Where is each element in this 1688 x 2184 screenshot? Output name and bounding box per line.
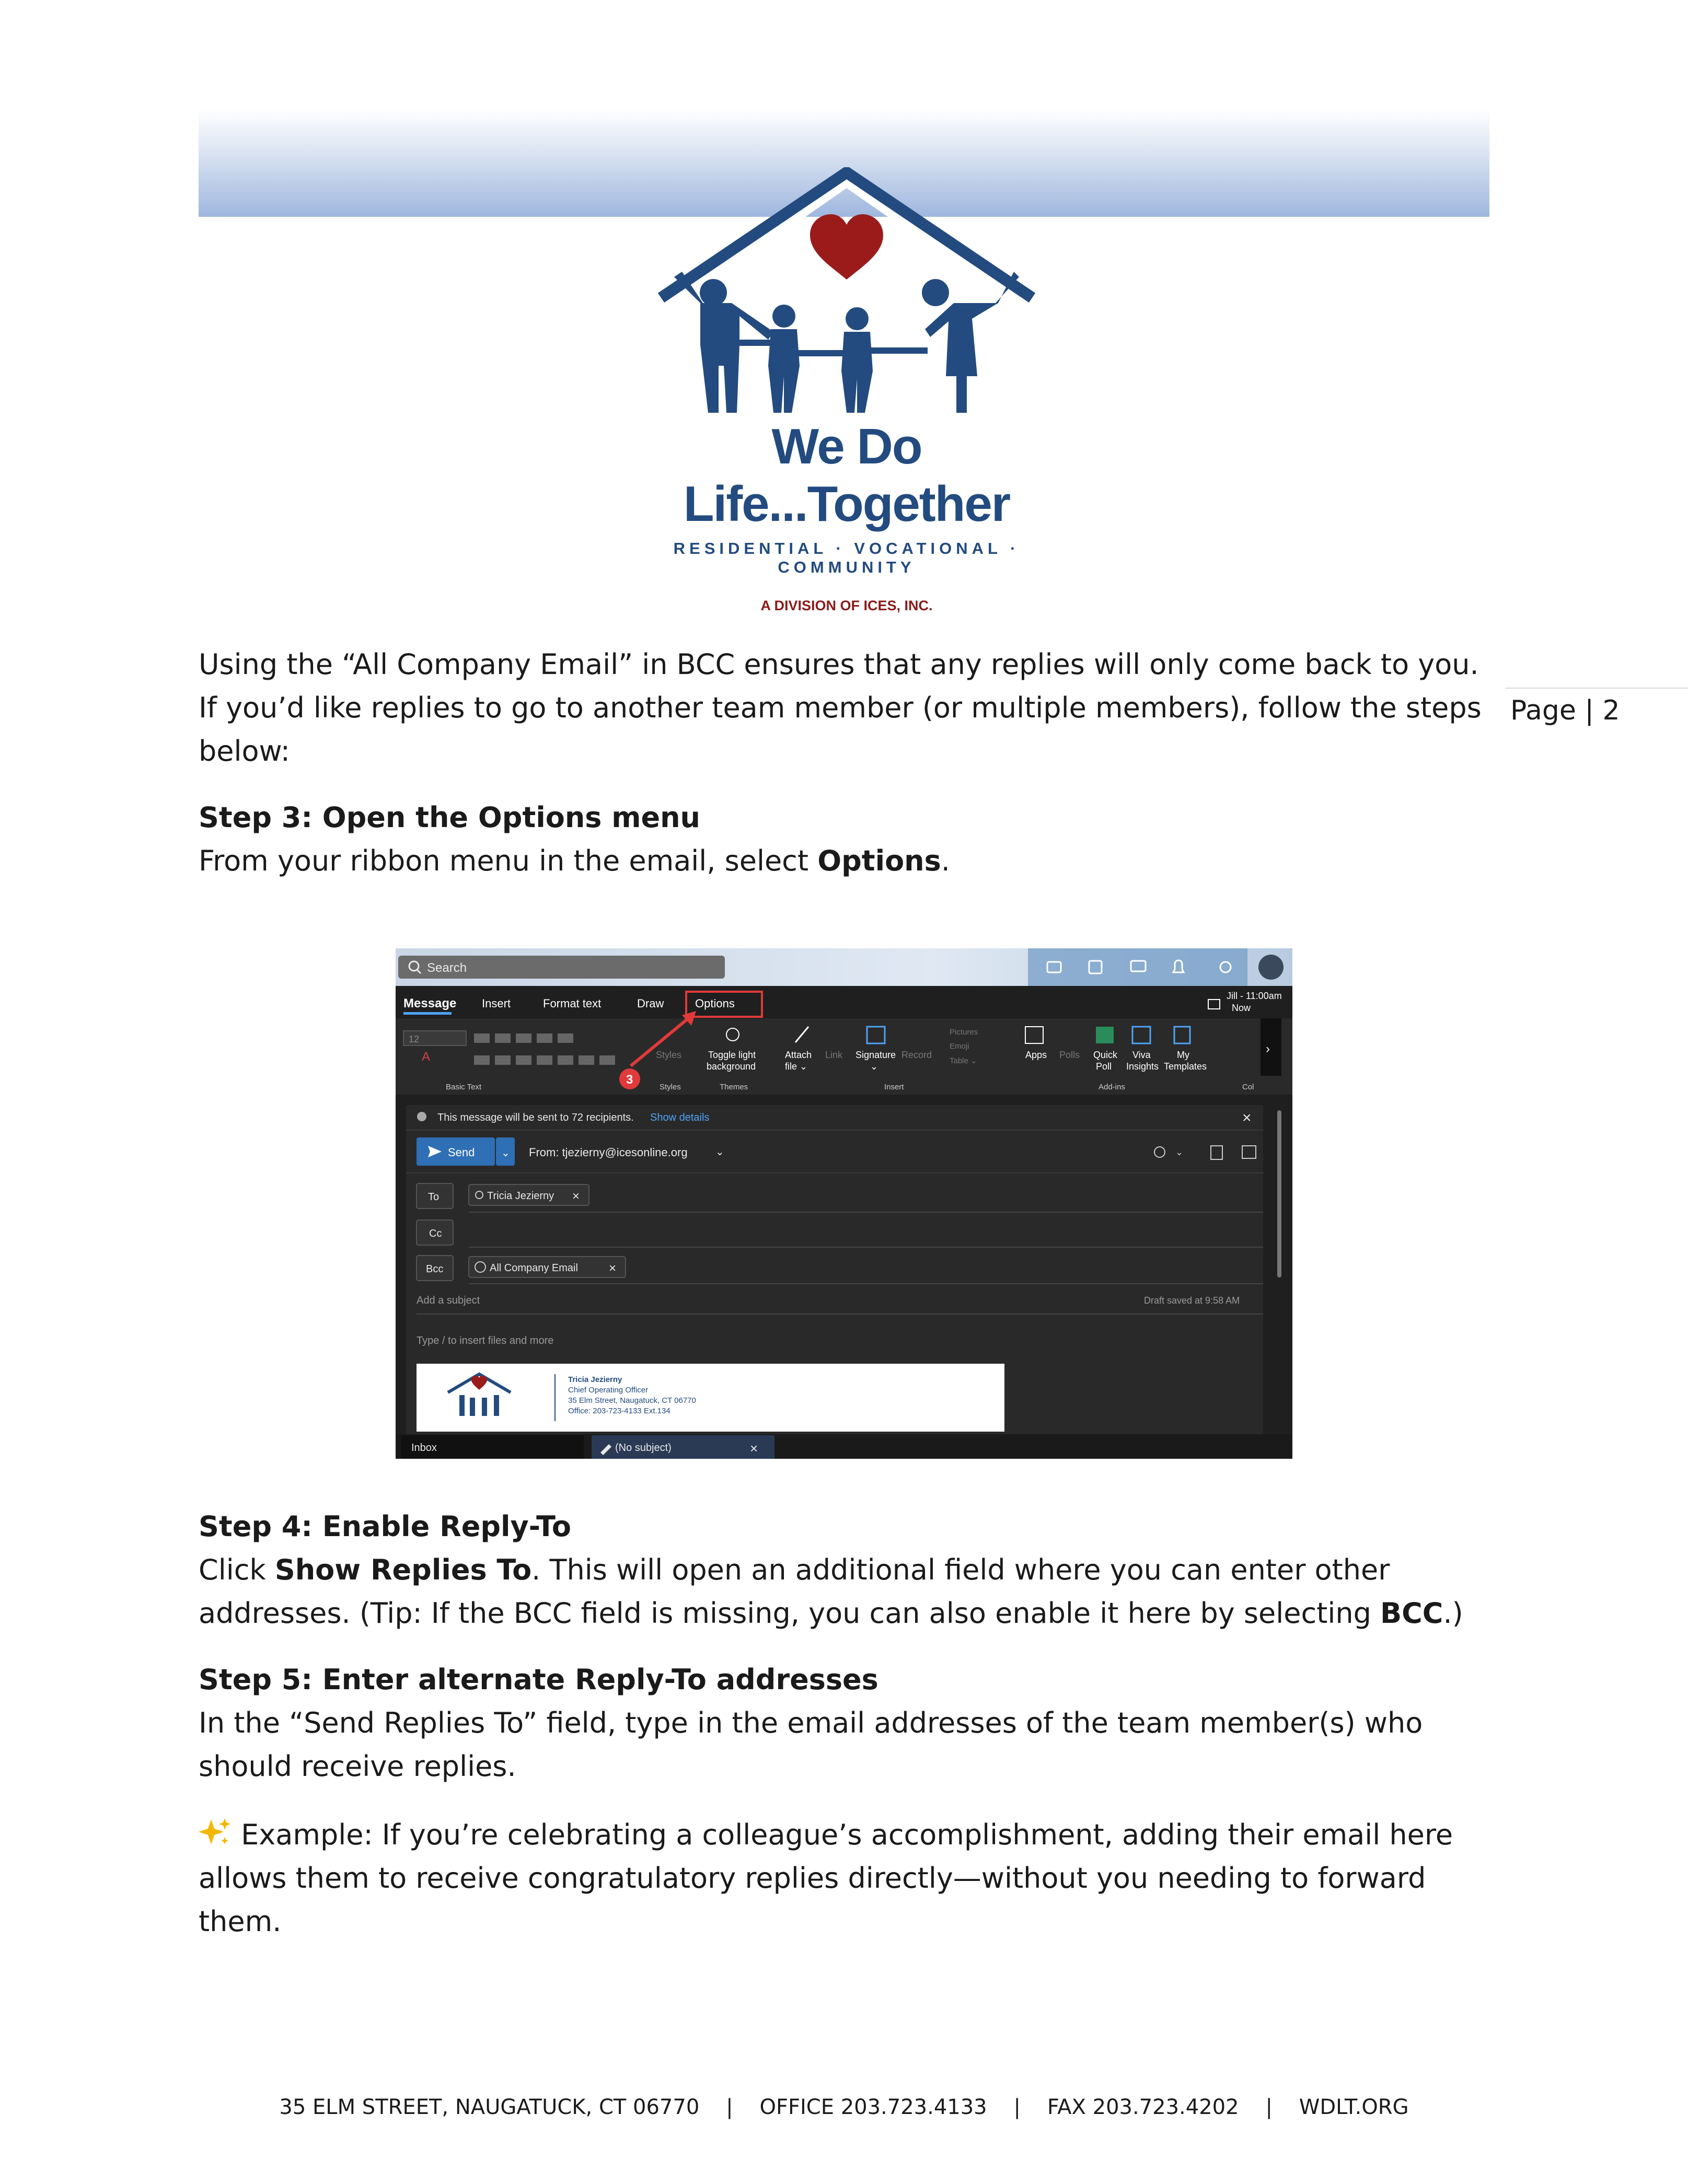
emoji-button: Emoji bbox=[950, 1042, 969, 1051]
intro-paragraph: Using the “All Company Email” in BCC ensures that any replies will only come back to you. If you’d like replies to go to another team member (or multiple members), follow the steps below: bbox=[199, 648, 1482, 768]
brand-block bbox=[611, 418, 1082, 614]
sensitivity-chevron-icon: ⌄ bbox=[1175, 1147, 1184, 1157]
signature-office: Office: 203-723-4133 Ext.134 bbox=[568, 1407, 670, 1415]
brand-name: We Do Life...Together bbox=[683, 419, 1010, 532]
send-label: Send bbox=[448, 1146, 475, 1159]
footer-office: OFFICE 203.723.4133 bbox=[759, 2095, 987, 2119]
svg-text:Insights: Insights bbox=[1126, 1061, 1159, 1072]
svg-text:Templates: Templates bbox=[1164, 1061, 1207, 1072]
svg-text:background: background bbox=[707, 1061, 756, 1072]
user-name: Jill - 11:00am bbox=[1227, 991, 1282, 1001]
group-add-ins: Add-ins bbox=[1099, 1083, 1125, 1091]
step3-section bbox=[199, 796, 1489, 882]
tab-options: Options bbox=[695, 997, 735, 1010]
group-basic-text: Basic Text bbox=[446, 1083, 482, 1091]
step3-heading: Step 3: Open the Options menu bbox=[199, 801, 701, 834]
footer-address: 35 ELM STREET, NAUGATUCK, CT 06770 bbox=[279, 2095, 700, 2119]
search-placeholder: Search bbox=[427, 961, 467, 975]
tab-format-text: Format text bbox=[543, 997, 602, 1010]
signature-button: Signature bbox=[855, 1050, 896, 1060]
body-placeholder: Type / to insert files and more bbox=[417, 1335, 554, 1346]
footer-fax: FAX 203.723.4202 bbox=[1047, 2095, 1239, 2119]
attach-file-button: Attach bbox=[785, 1050, 812, 1060]
quick-poll-button: Quick bbox=[1093, 1050, 1118, 1060]
table-button: Table ⌄ bbox=[950, 1056, 977, 1065]
signature-block bbox=[417, 1364, 1004, 1432]
pictures-button: Pictures bbox=[950, 1028, 978, 1037]
tab-draw: Draw bbox=[637, 997, 664, 1010]
step5-text: In the “Send Replies To” field, type in the email addresses of the team member(s) who should receive replies. bbox=[199, 1706, 1423, 1783]
styles-button: Styles bbox=[656, 1050, 682, 1060]
ribbon-scroll-icon: › bbox=[1266, 1042, 1270, 1056]
font-color-icon: A bbox=[422, 1050, 431, 1064]
example-paragraph: Example: If you’re celebrating a colleague’s accomplishment, adding their email here allows them to receive congratulatory replies directly—without you needing to forward them. bbox=[199, 1813, 1489, 1943]
from-chevron-icon: ⌄ bbox=[715, 1146, 724, 1158]
step3-text: From your ribbon menu in the email, select Options. bbox=[199, 844, 950, 877]
group-insert: Insert bbox=[884, 1083, 904, 1091]
from-address: From: tjezierny@icesonline.org bbox=[529, 1146, 688, 1159]
polls-button: Polls bbox=[1059, 1050, 1080, 1060]
page-number-rule bbox=[1505, 688, 1688, 689]
svg-text:Cc: Cc bbox=[429, 1228, 442, 1239]
tab-insert: Insert bbox=[482, 997, 511, 1010]
step5-heading: Step 5: Enter alternate Reply-To addresses bbox=[199, 1663, 878, 1696]
svg-text:file ⌄: file ⌄ bbox=[785, 1061, 808, 1072]
link-button: Link bbox=[825, 1050, 843, 1060]
viva-insights-button: Viva bbox=[1132, 1050, 1151, 1060]
step4-text: Click Show Replies To. This will open an additional field where you can enter other addresses. (Tip: If the BCC field is missing, you can also enable it here by selecting BCC.) bbox=[199, 1553, 1463, 1630]
signature-name: Tricia Jezierny bbox=[568, 1375, 622, 1384]
close-draft-tab-icon: × bbox=[750, 1440, 758, 1456]
draft-saved-status: Draft saved at 9:58 AM bbox=[1144, 1295, 1240, 1306]
heart-icon bbox=[810, 214, 883, 280]
send-options-chevron-icon: ⌄ bbox=[501, 1147, 510, 1159]
recipient-notice: This message will be sent to 72 recipients. bbox=[437, 1112, 634, 1123]
apps-button: Apps bbox=[1025, 1050, 1047, 1060]
svg-text:3: 3 bbox=[626, 1073, 633, 1087]
compose-scrollbar bbox=[1277, 1110, 1281, 1277]
user-status: Now bbox=[1232, 1003, 1251, 1013]
group-styles: Styles bbox=[660, 1083, 681, 1091]
signature-title: Chief Operating Officer bbox=[568, 1386, 649, 1395]
remove-bcc-recipient-icon: × bbox=[609, 1261, 617, 1275]
subject-placeholder: Add a subject bbox=[417, 1295, 480, 1306]
close-notice-icon: × bbox=[1242, 1109, 1252, 1126]
step5-section bbox=[199, 1658, 1489, 1788]
sparkles-icon bbox=[199, 1816, 232, 1844]
remove-to-recipient-icon: × bbox=[572, 1189, 580, 1203]
taskbar-inbox: Inbox bbox=[411, 1442, 437, 1454]
to-recipient-chip: Tricia Jezierny bbox=[487, 1190, 554, 1202]
toggle-light-button: Toggle light bbox=[708, 1050, 756, 1060]
svg-text:Poll: Poll bbox=[1096, 1061, 1112, 1072]
bcc-recipient-chip: All Company Email bbox=[490, 1262, 578, 1274]
step4-heading: Step 4: Enable Reply-To bbox=[199, 1510, 571, 1543]
show-details-link: Show details bbox=[650, 1112, 710, 1123]
taskbar-draft: (No subject) bbox=[615, 1442, 672, 1454]
avatar bbox=[1258, 955, 1284, 980]
font-size-box: 12 bbox=[409, 1034, 420, 1044]
signature-address: 35 Elm Street, Naugatuck, CT 06770 bbox=[568, 1396, 696, 1405]
svg-text:Bcc: Bcc bbox=[426, 1263, 444, 1275]
group-themes: Themes bbox=[720, 1083, 748, 1091]
footer-website: WDLT.ORG bbox=[1299, 2095, 1409, 2119]
brand-tagline: RESIDENTIAL · VOCATIONAL · COMMUNITY bbox=[673, 539, 1020, 576]
page-number: Page | 2 bbox=[1510, 695, 1620, 726]
step4-section bbox=[199, 1505, 1489, 1635]
record-button: Record bbox=[901, 1050, 932, 1060]
footer: 35 ELM STREET, NAUGATUCK, CT 06770 | OFFICE 203.723.4133 | FAX 203.723.4202 | WDLT.ORG bbox=[279, 2095, 1409, 2119]
my-templates-button: My bbox=[1177, 1050, 1189, 1060]
brand-division: A DIVISION OF ICES, INC. bbox=[760, 598, 933, 613]
tab-message: Message bbox=[403, 996, 457, 1010]
outlook-compose-screenshot bbox=[396, 948, 1292, 1459]
group-col: Col bbox=[1242, 1083, 1254, 1091]
svg-text:To: To bbox=[428, 1191, 440, 1203]
svg-text:⌄: ⌄ bbox=[870, 1061, 878, 1072]
